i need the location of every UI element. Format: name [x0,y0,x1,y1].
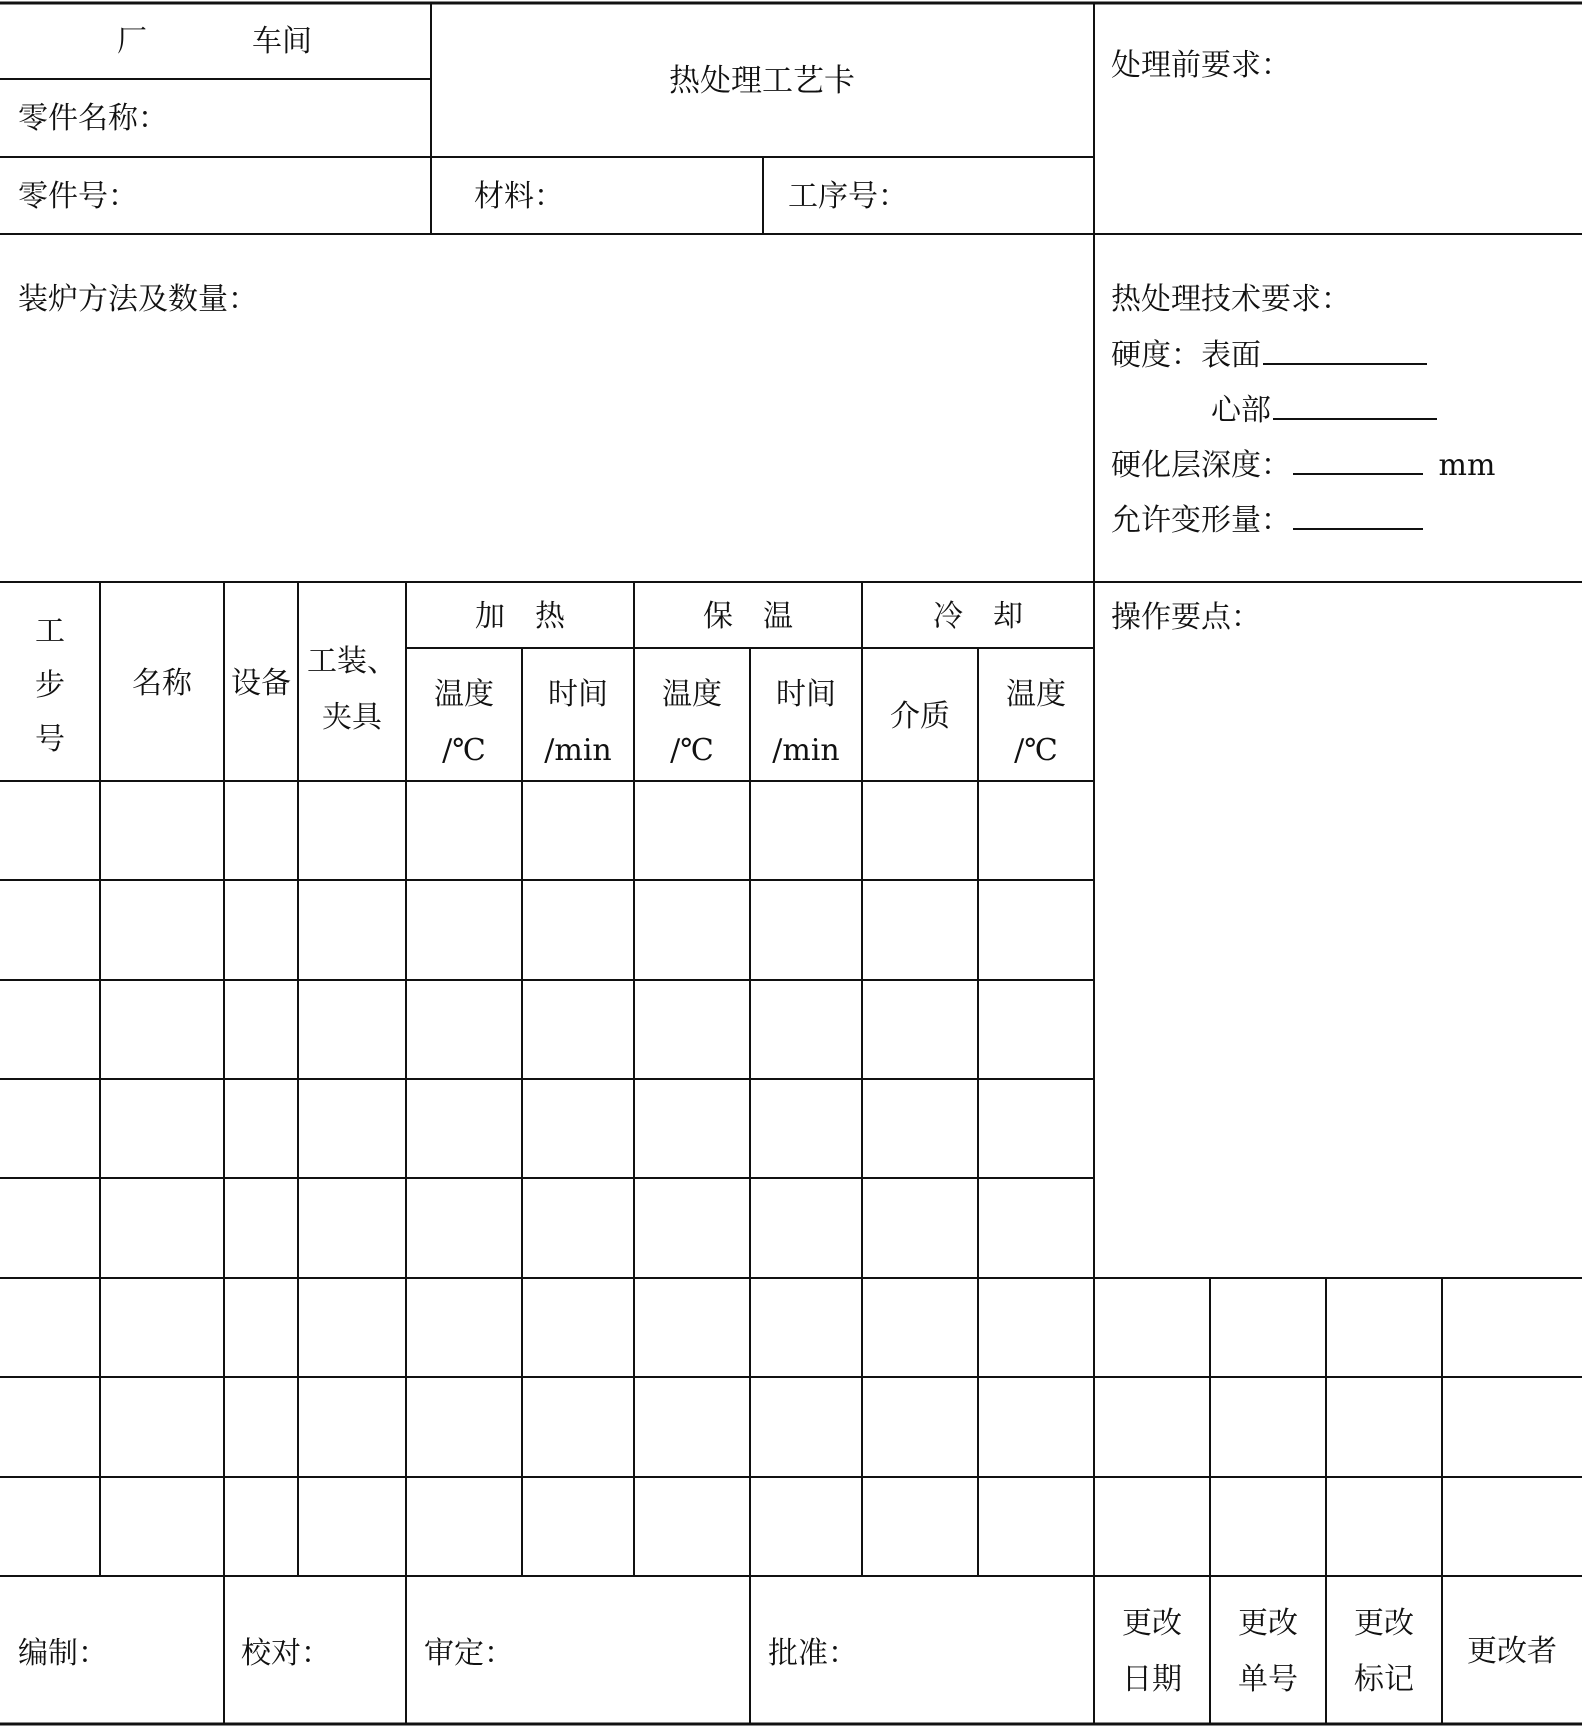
changer-header: 更改者 [1467,1634,1557,1669]
part-name-field[interactable]: 零件名称： [18,101,168,136]
heating-temp-header: 温度 /℃ [434,677,494,768]
change-mark-header: 更改 标记 [1354,1606,1414,1697]
holding-time-header: 时间 /min [772,677,840,768]
holding-header: 保 温 [703,599,793,634]
process-no-field[interactable]: 工序号： [788,179,908,214]
prepared-by-field[interactable]: 编制： [18,1636,108,1671]
checked-by-field[interactable]: 校对： [241,1636,331,1671]
workshop-label: 车间 [252,24,312,59]
approved-by-field[interactable]: 批准： [768,1636,858,1671]
cooling-medium-header: 介质 [890,699,950,734]
material-field[interactable]: 材料： [474,179,564,214]
factory-label: 厂 [117,24,147,59]
hardness-core-row [1211,390,1437,431]
change-no-header: 更改 单号 [1238,1606,1298,1697]
case-depth-unit: mm [1438,448,1496,483]
holding-temp-header: 温度 /℃ [662,677,722,768]
case-depth-label: 硬化层深度： [1111,448,1291,483]
reviewed-by-field[interactable]: 审定： [424,1636,514,1671]
case-depth-row [1111,445,1495,486]
hardness-core-label: 心部 [1211,393,1271,428]
case-depth-blank[interactable] [1293,445,1423,475]
fixture-header: 工装、 夹具 [307,644,397,735]
step-no-header: 工 步 号 [35,614,65,757]
cooling-temp-header: 温度 /℃ [1006,677,1066,768]
deformation-blank[interactable] [1293,500,1423,530]
loading-method-field[interactable]: 装炉方法及数量： [18,282,258,317]
change-date-header: 更改 日期 [1122,1606,1182,1697]
equipment-header: 设备 [231,666,291,701]
key-points-field[interactable]: 操作要点： [1111,600,1261,635]
heating-header: 加 热 [475,599,565,634]
hardness-surface-label: 硬度：表面 [1111,338,1261,373]
heating-time-header: 时间 /min [544,677,612,768]
hardness-surface-blank[interactable] [1263,335,1427,365]
hardness-surface-row [1111,335,1427,376]
deformation-label: 允许变形量： [1111,503,1291,538]
card-title: 热处理工艺卡 [669,63,855,99]
name-header: 名称 [132,666,192,701]
tech-requirements-heading: 热处理技术要求： [1111,282,1351,317]
deformation-row [1111,500,1423,541]
hardness-core-blank[interactable] [1273,390,1437,420]
cooling-header: 冷 却 [933,599,1023,634]
pre-treatment-field[interactable]: 处理前要求： [1111,48,1291,83]
part-no-field[interactable]: 零件号： [18,179,138,214]
